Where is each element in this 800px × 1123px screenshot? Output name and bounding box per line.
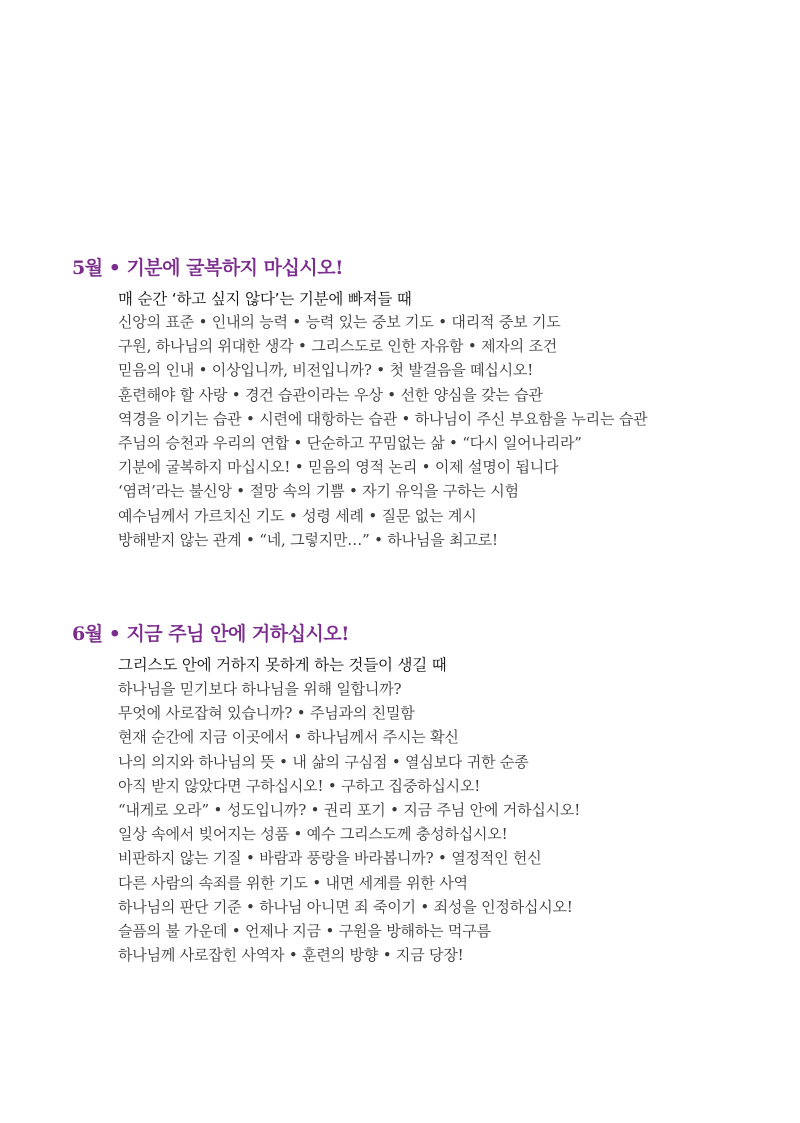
contents-list: [118, 677, 580, 967]
list-item: 슬픔의 불 가운데 • 언제나 지금 • 구원을 방해하는 먹구름: [118, 921, 491, 940]
section-title: 6월 • 지금 주님 안에 거하십시오!: [72, 623, 350, 645]
list-item: “내게로 오라” • 성도입니까? • 권리 포기 • 지금 주님 안에 거하십시오!: [118, 800, 581, 819]
list-item: 구원, 하나님의 위대한 생각 • 그리스도로 인한 자유함 • 제자의 조건: [118, 337, 558, 356]
list-item: 무엇에 사로잡혀 있습니까? • 주님과의 친밀함: [118, 704, 415, 723]
list-item: 예수님께서 가르치신 기도 • 성령 세례 • 질문 없는 계시: [118, 506, 477, 525]
section-subtitle: 그리스도 안에 거하지 못하게 하는 것들이 생길 때: [118, 656, 447, 674]
list-item: 주님의 승천과 우리의 연합 • 단순하고 꾸밈없는 삶 • “다시 일어나리라”: [118, 433, 582, 452]
list-item: 신앙의 표준 • 인내의 능력 • 능력 있는 중보 기도 • 대리적 중보 기도: [118, 313, 561, 331]
list-item: 역경을 이기는 습관 • 시련에 대항하는 습관 • 하나님이 주신 부요함을 누리는 습관: [118, 409, 648, 428]
list-item: 비판하지 않는 기질 • 바람과 풍랑을 바라봅니까? • 열정적인 헌신: [118, 849, 542, 868]
list-item: 나의 의지와 하나님의 뜻 • 내 삶의 구심점 • 열심보다 귀한 순종: [118, 752, 529, 771]
section-title: 5월 • 기분에 굴복하지 마십시오!: [72, 257, 343, 279]
list-item: 다른 사람의 속죄를 위한 기도 • 내면 세계를 위한 사역: [118, 873, 468, 892]
list-item: 훈련해야 할 사랑 • 경건 습관이라는 우상 • 선한 양심을 갖는 습관: [118, 385, 543, 404]
list-item: 믿음의 인내 • 이상입니까, 비전입니까? • 첫 발걸음을 떼십시오!: [118, 361, 534, 380]
list-item: 아직 받지 않았다면 구하십시오! • 구하고 집중하십시오!: [118, 776, 481, 795]
list-item: ‘염려’라는 불신앙 • 절망 속의 기쁨 • 자기 유익을 구하는 시험: [118, 482, 519, 501]
list-item: 하나님을 믿기보다 하나님을 위해 일합니까?: [118, 680, 402, 698]
list-item: 하나님께 사로잡힌 사역자 • 훈련의 방향 • 지금 당장!: [118, 946, 464, 965]
list-item: 기분에 굴복하지 마십시오! • 믿음의 영적 논리 • 이제 설명이 됩니다: [118, 458, 559, 477]
list-item: 방해받지 않는 관계 • “네, 그렇지만…” • 하나님을 최고로!: [118, 530, 498, 549]
list-item: 일상 속에서 빚어지는 성품 • 예수 그리스도께 충성하십시오!: [118, 825, 508, 844]
contents-list: [118, 310, 647, 552]
list-item: 현재 순간에 지금 이곳에서 • 하나님께서 주시는 확신: [118, 728, 459, 747]
list-item: 하나님의 판단 기준 • 하나님 아니면 죄 죽이기 • 죄성을 인정하십시오!: [118, 897, 573, 916]
section-subtitle: 매 순간 ‘하고 싶지 않다’는 기분에 빠져들 때: [118, 290, 412, 308]
